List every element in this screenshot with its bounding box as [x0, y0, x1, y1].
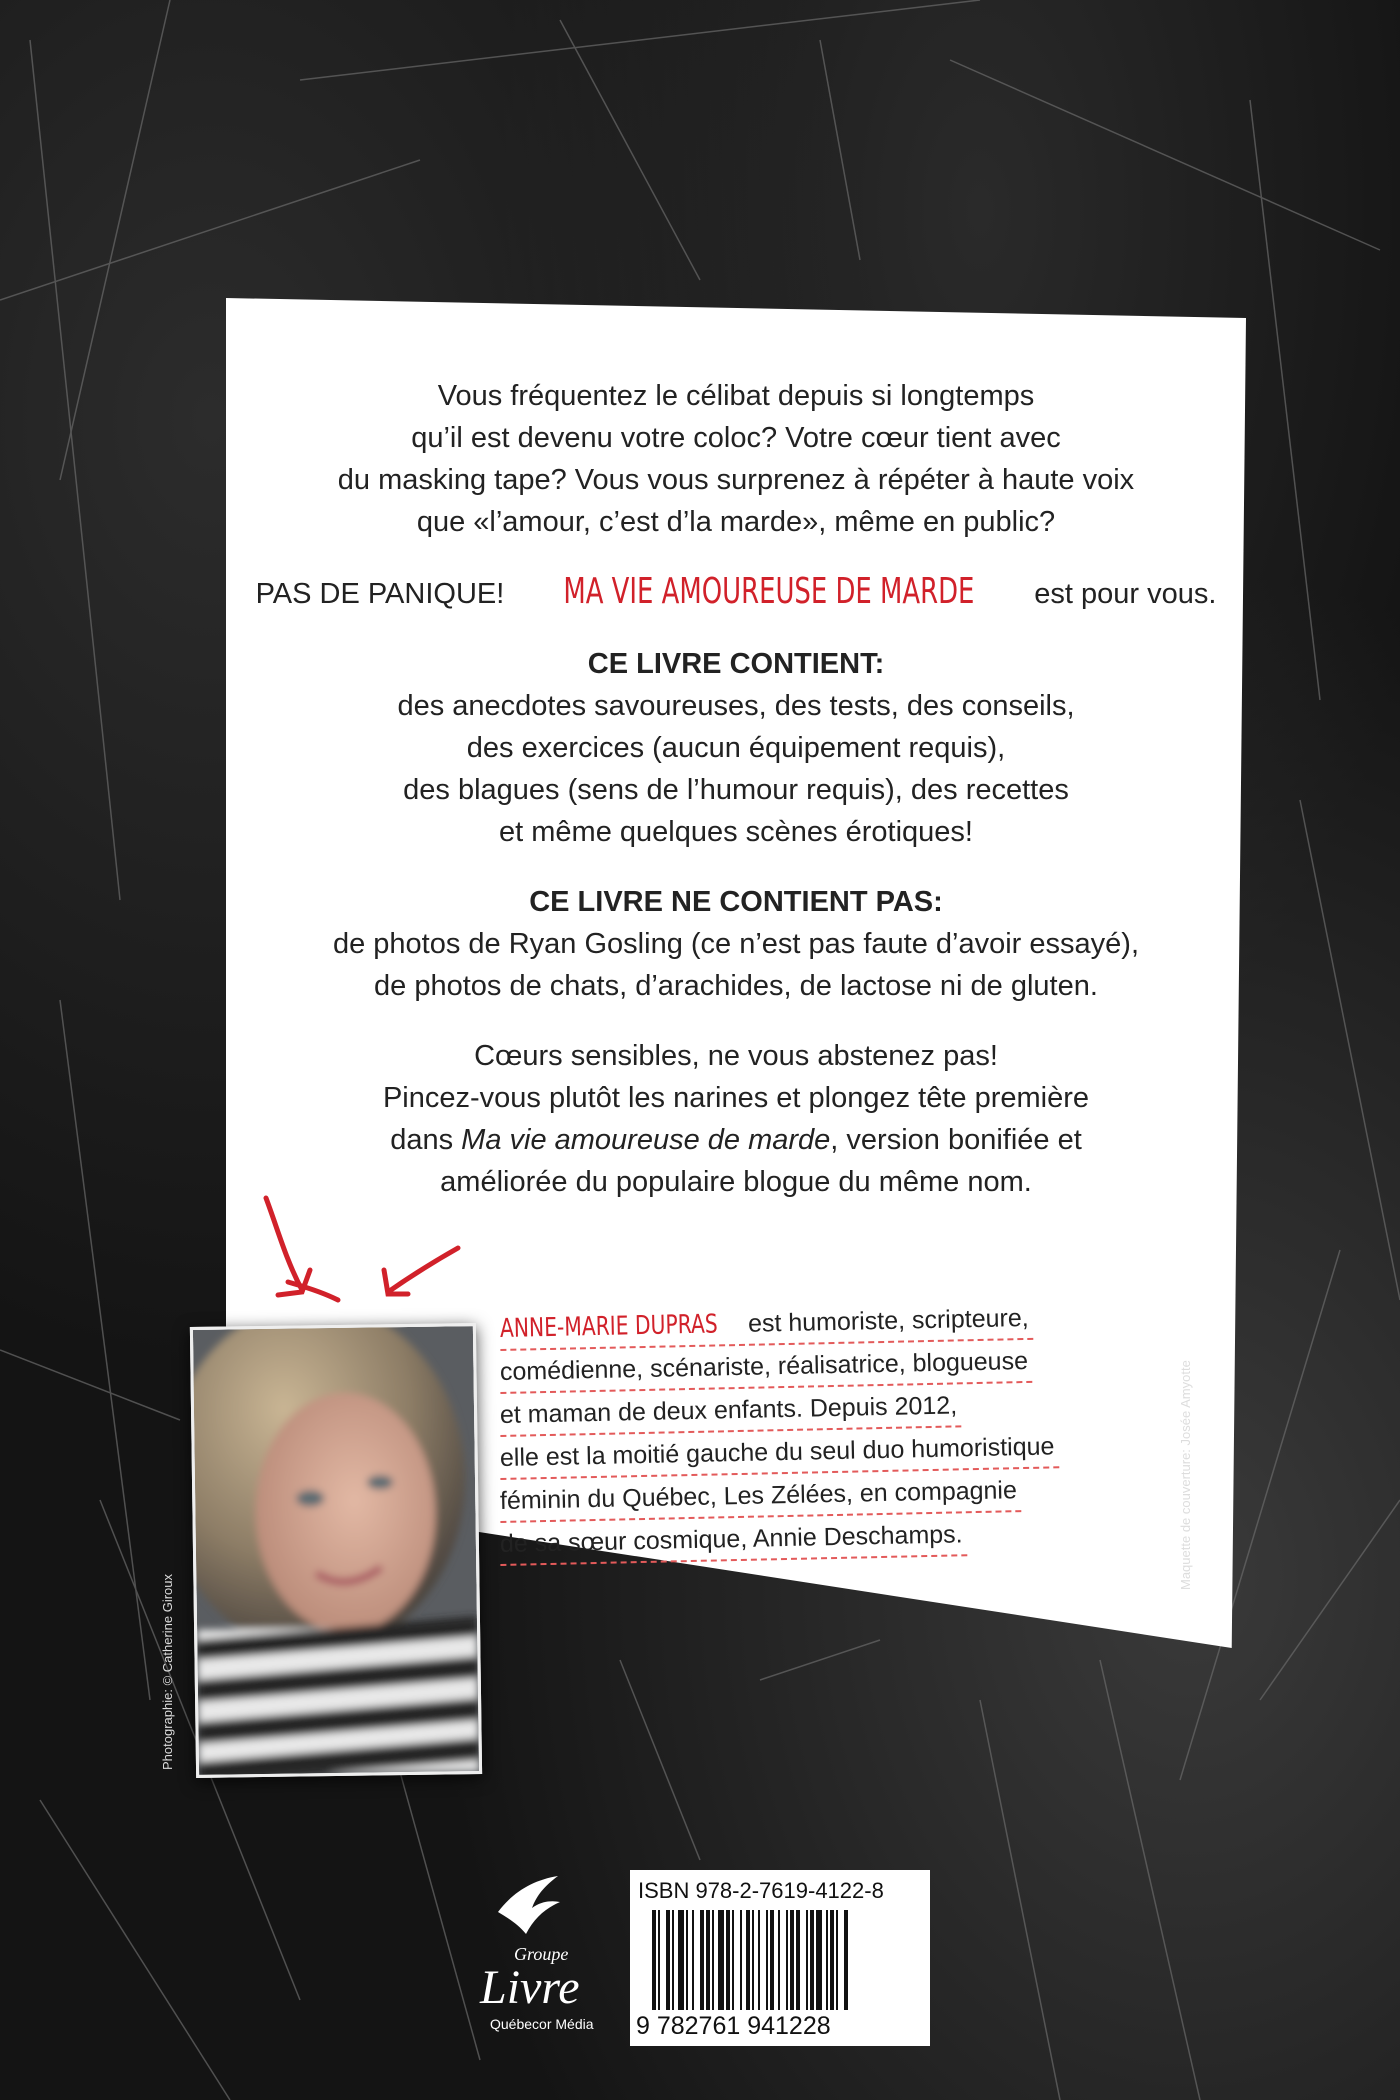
book-title-handwritten: MA VIE AMOUREUSE DE MARDE: [563, 571, 975, 612]
barcode-bar: [810, 1910, 814, 2010]
book-title-italic: Ma vie amoureuse de marde: [461, 1124, 831, 1156]
contains-line: des blagues (sens de l’humour requis), des recettes: [403, 774, 1069, 806]
bio-line: et maman de deux enfants. Depuis 2012,: [500, 1386, 962, 1437]
barcode-bar: [652, 1910, 656, 2010]
not-contains-line: de photos de Ryan Gosling (ce n’est pas faute d’avoir essayé),: [332, 928, 1139, 960]
publisher-subtitle: Québecor Média: [490, 2016, 594, 2032]
barcode-bar: [686, 1910, 688, 2010]
barcode-bar: [758, 1910, 760, 2010]
panic-text-end: est pour vous.: [1026, 578, 1217, 610]
isbn-label: ISBN 978-2-7619-4122-8: [638, 1878, 884, 1903]
contains-heading: CE LIVRE CONTIENT:: [587, 648, 885, 680]
red-arrows-drawing: [258, 1190, 478, 1310]
bio-line: comédienne, scénariste, réalisatrice, blogueuse: [500, 1342, 1033, 1394]
barcode-bar: [790, 1910, 794, 2010]
barcode-bar: [796, 1910, 800, 2010]
barcode-bar: [816, 1910, 822, 2010]
barcode-bar: [678, 1910, 684, 2010]
barcode-bar: [770, 1910, 774, 2010]
barcode-bar: [746, 1910, 750, 2010]
back-cover-blurb: [226, 375, 1246, 1231]
barcode-bar: [752, 1910, 754, 2010]
barcode-bar: [826, 1910, 828, 2010]
author-name: ANNE-MARIE DUPRAS: [499, 1309, 718, 1344]
barcode-bar: [836, 1910, 838, 2010]
author-photo: [190, 1323, 482, 1778]
contains-line: des exercices (aucun équipement requis),: [466, 732, 1006, 764]
not-contains-heading: CE LIVRE NE CONTIENT PAS:: [529, 886, 943, 918]
barcode-bar: [844, 1910, 848, 2010]
bio-text: est humoriste, scripteure,: [740, 1303, 1029, 1338]
isbn-barcode-box: [630, 1870, 930, 2046]
barcode-bar: [712, 1910, 714, 2010]
barcode: [652, 1910, 912, 2010]
publisher-logo: [450, 1872, 610, 2042]
panic-text: PAS DE PANIQUE!: [255, 578, 513, 610]
barcode-bar: [672, 1910, 674, 2010]
intro-line: du masking tape? Vous vous surprenez à répéter à haute voix: [337, 464, 1135, 496]
bio-line: de sa sœur cosmique, Annie Deschamps.: [500, 1515, 967, 1566]
panic-line: [226, 571, 1246, 615]
bio-line: féminin du Québec, Les Zélées, en compagnie: [500, 1471, 1022, 1523]
arrow-shaft-right: [388, 1248, 458, 1292]
barcode-bar: [726, 1910, 730, 2010]
barcode-bar: [740, 1910, 742, 2010]
design-credit: Maquette de couverture: Josée Amyotte: [1178, 1360, 1193, 1590]
barcode-bar: [830, 1910, 834, 2010]
publisher-groupe: Groupe: [514, 1944, 569, 1964]
intro-paragraph: [226, 375, 1246, 543]
barcode-bar: [766, 1910, 768, 2010]
author-bio: [499, 1303, 1140, 1568]
barcode-bar: [806, 1910, 808, 2010]
closing-line: [226, 1119, 1246, 1161]
closing-line: Cœurs sensibles, ne vous abstenez pas!: [474, 1040, 998, 1072]
intro-line: que «l’amour, c’est d’la marde», même en public?: [416, 506, 1056, 538]
bio-line: elle est la moitié gauche du seul duo humoristique: [500, 1427, 1059, 1480]
arrow-shaft-left: [266, 1198, 302, 1290]
closing-text: , version bonifiée et: [830, 1124, 1082, 1156]
intro-line: qu’il est devenu votre coloc? Votre cœur tient avec: [411, 422, 1061, 454]
portrait-image: [193, 1326, 479, 1775]
barcode-bar: [732, 1910, 734, 2010]
closing-paragraph: [226, 1035, 1246, 1203]
barcode-bar: [706, 1910, 710, 2010]
barcode-bar: [692, 1910, 694, 2010]
intro-line: Vous fréquentez le célibat depuis si longtemps: [437, 380, 1035, 412]
closing-line: améliorée du populaire blogue du même nom.: [440, 1166, 1032, 1198]
not-contains-line: de photos de chats, d’arachides, de lactose ni de gluten.: [374, 970, 1098, 1002]
contains-paragraph: [226, 643, 1246, 853]
contains-line: des anecdotes savoureuses, des tests, des conseils,: [397, 690, 1075, 722]
photo-credit: Photographie: © Catherine Giroux: [160, 1573, 175, 1770]
barcode-bar: [700, 1910, 704, 2010]
contains-line: et même quelques scènes érotiques!: [499, 816, 973, 848]
isbn-digits: 9 782761 941228: [636, 2012, 831, 2040]
barcode-bar: [658, 1910, 660, 2010]
barcode-bar: [718, 1910, 724, 2010]
barcode-bar: [666, 1910, 670, 2010]
publisher-livre: Livre: [480, 1961, 580, 2014]
closing-line: Pincez-vous plutôt les narines et plongez tête première: [382, 1082, 1090, 1114]
barcode-bar: [778, 1910, 780, 2010]
not-contains-paragraph: [226, 881, 1246, 1007]
bird-icon: [488, 1872, 568, 1952]
barcode-bar: [786, 1910, 788, 2010]
closing-text: dans: [390, 1124, 462, 1156]
